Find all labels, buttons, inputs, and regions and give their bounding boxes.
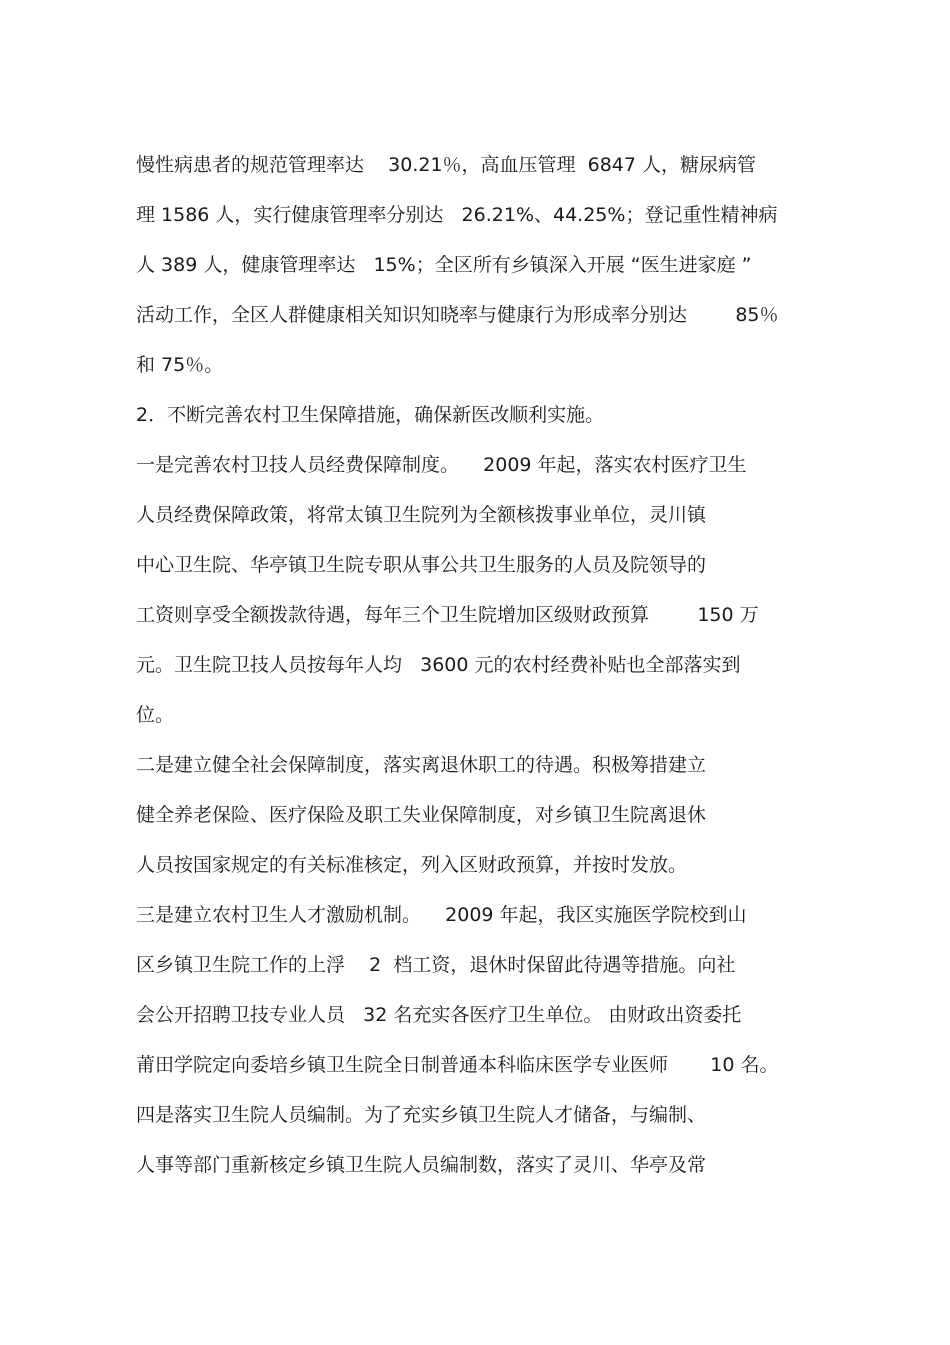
text-line: 一是完善农村卫技人员经费保障制度。 2009 年起，落实农村医疗卫生	[136, 454, 747, 476]
text-line: 元。卫生院卫技人员按每年人均 3600 元的农村经费补贴也全部落实到	[136, 654, 741, 676]
text-line: 人事等部门重新核定乡镇卫生院人员编制数，落实了灵川、华亭及常	[136, 1154, 707, 1176]
text-line: 人员按国家规定的有关标准核定，列入区财政预算，并按时发放。	[136, 854, 688, 876]
text-line: 位。	[136, 704, 175, 726]
text-line: 活动工作，全区人群健康相关知识知晓率与健康行为形成率分别达 85％	[136, 304, 779, 326]
text-line: 和 75％。	[136, 354, 224, 376]
text-line: 三是建立农村卫生人才激励机制。 2009 年起，我区实施医学院校到山	[136, 904, 747, 926]
text-line: 人员经费保障政策，将常太镇卫生院列为全额核拨事业单位，灵川镇	[136, 504, 707, 526]
text-line: 工资则享受全额拨款待遇，每年三个卫生院增加区级财政预算 150 万	[136, 604, 759, 626]
document-body	[136, 140, 856, 1190]
text-line: 四是落实卫生院人员编制。为了充实乡镇卫生院人才储备，与编制、	[136, 1104, 707, 1126]
text-line: 莆田学院定向委培乡镇卫生院全日制普通本科临床医学专业医师 10 名。	[136, 1054, 779, 1076]
text-line: 会公开招聘卫技专业人员 32 名充实各医疗卫生单位。 由财政出资委托	[136, 1004, 742, 1026]
text-line: 二是建立健全社会保障制度，落实离退休职工的待遇。积极筹措建立	[136, 754, 707, 776]
text-line: 人 389 人，健康管理率达 15%；全区所有乡镇深入开展 “医生进家庭 ”	[136, 254, 752, 276]
section-heading: 2．不断完善农村卫生保障措施，确保新医改顺利实施。	[136, 404, 605, 426]
text-line: 健全养老保险、医疗保险及职工失业保障制度，对乡镇卫生院离退休	[136, 804, 707, 826]
text-line: 区乡镇卫生院工作的上浮 2 档工资，退休时保留此待遇等措施。向社	[136, 954, 736, 976]
text-line: 慢性病患者的规范管理率达 30.21％，高血压管理 6847 人，糖尿病管	[136, 154, 757, 176]
text-line: 理 1586 人，实行健康管理率分别达 26.21%、44.25%；登记重性精神病	[136, 204, 778, 226]
text-line: 中心卫生院、华亭镇卫生院专职从事公共卫生服务的人员及院领导的	[136, 554, 707, 576]
